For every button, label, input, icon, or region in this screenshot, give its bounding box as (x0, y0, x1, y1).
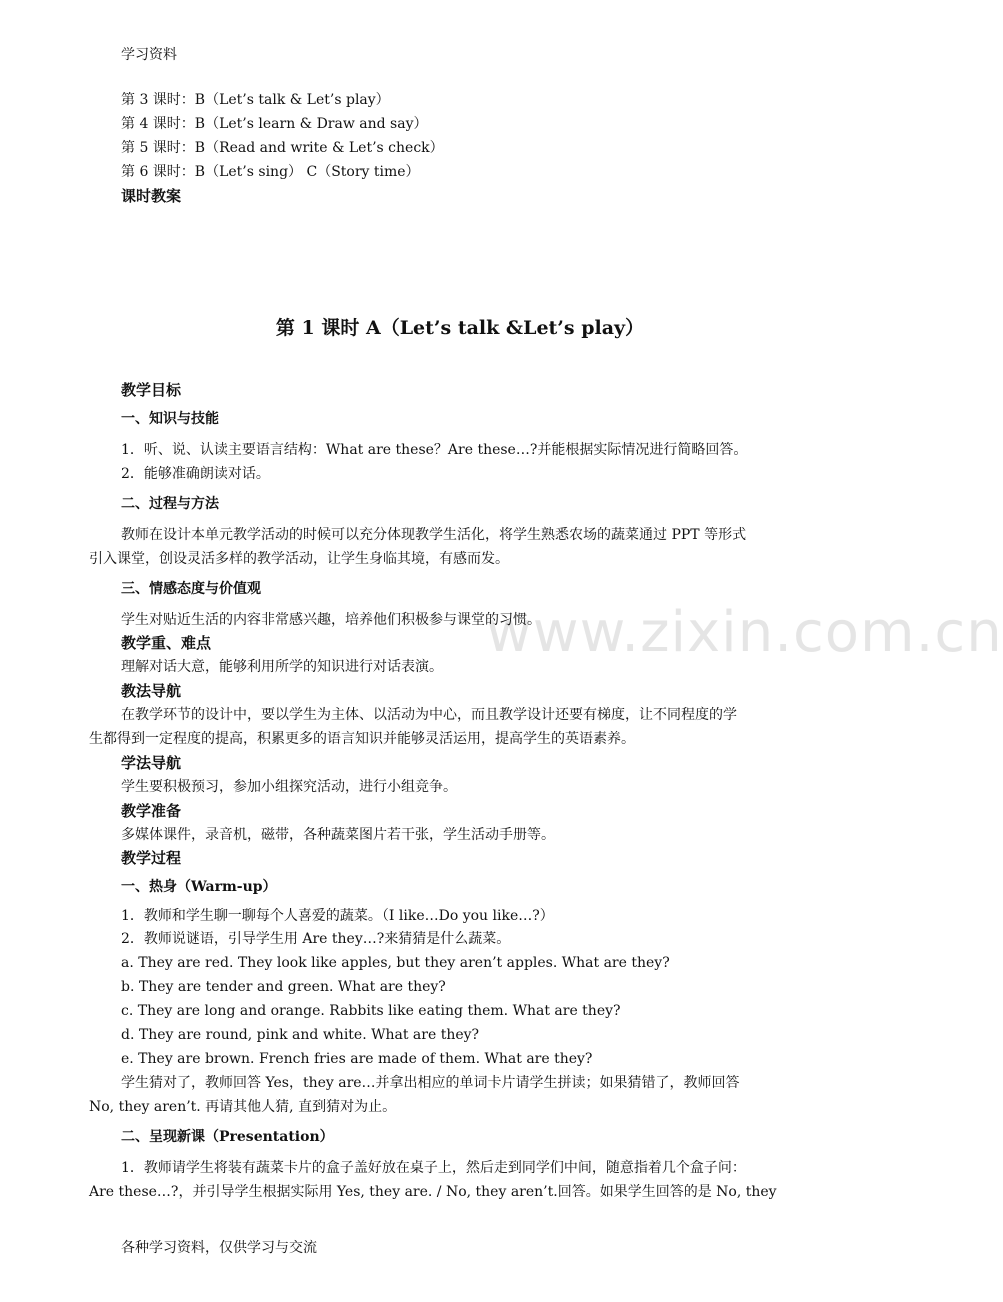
warmup-item: 2．教师说谜语，引导学生用 Are they…?来猜猜是什么蔬菜。 (121, 931, 511, 947)
warmup-item: 1．教师和学生聊一聊每个人喜爱的蔬菜。（I like…Do you like…?） (121, 908, 554, 924)
schedule-item: 第 5 课时：B（Read and write & Let’s check） (121, 140, 444, 156)
attitude-heading: 三、情感态度与价值观 (121, 581, 261, 597)
process-method-heading: 二、过程与方法 (121, 496, 219, 512)
paragraph-line: 学生猜对了，教师回答 Yes，they are…并拿出相应的单词卡片请学生拼读；如果猜错了，教师回答 (121, 1075, 740, 1091)
paragraph-line: 1．教师请学生将装有蔬菜卡片的盒子盖好放在桌子上，然后走到同学们中间，随意指着几个盒子问： (121, 1160, 746, 1176)
paragraph-line: 多媒体课件，录音机，磁带，各种蔬菜图片若干张，学生活动手册等。 (121, 827, 555, 843)
paragraph-line: No, they aren’t. 再请其他人猜, 直到猜对为止。 (89, 1099, 397, 1115)
riddle-item: d. They are round, pink and white. What are they? (121, 1027, 480, 1043)
schedule-item: 第 4 课时：B（Let’s learn & Draw and say） (121, 116, 428, 132)
lesson-title: 第 1 课时 A（Let’s talk &Let’s play） (275, 317, 645, 339)
teaching-method-heading: 教法导航 (121, 682, 182, 700)
lesson-plan-heading: 课时教案 (121, 187, 182, 205)
paragraph-line: 理解对话大意，能够利用所学的知识进行对话表演。 (121, 659, 443, 675)
paragraph-line: 学生对贴近生活的内容非常感兴趣，培养他们积极参与课堂的习惯。 (121, 612, 541, 628)
paragraph-line: 学生要积极预习，参加小组探究活动，进行小组竞争。 (121, 779, 457, 795)
riddle-item: a. They are red. They look like apples, but they aren’t apples. What are they? (121, 955, 670, 971)
knowledge-item: 2．能够准确朗读对话。 (121, 466, 270, 482)
schedule-item: 第 3 课时：B（Let’s talk & Let’s play） (121, 92, 390, 108)
schedule-item: 第 6 课时：B（Let’s sing） C（Story time） (121, 164, 420, 180)
key-points-heading: 教学重、难点 (121, 634, 212, 652)
warmup-heading: 一、热身（Warm-up） (121, 879, 277, 895)
paragraph-line: 生都得到一定程度的提高，积累更多的语言知识并能够灵活运用，提高学生的英语素养。 (89, 731, 635, 747)
paragraph-line: 引入课堂，创设灵活多样的教学活动，让学生身临其境，有感而发。 (89, 551, 509, 567)
riddle-item: e. They are brown. French fries are made of them. What are they? (121, 1051, 593, 1067)
process-heading: 教学过程 (121, 849, 182, 867)
paragraph-line: 在教学环节的设计中，要以学生为主体、以活动为中心，而且教学设计还要有梯度，让不同程度的学 (121, 707, 737, 723)
knowledge-item: 1．听、说、认读主要语言结构：What are these？Are these…?并能根据实际情况进行简略回答。 (121, 442, 748, 458)
riddle-item: c. They are long and orange. Rabbits like eating them. What are they? (121, 1003, 621, 1019)
preparation-heading: 教学准备 (121, 802, 182, 820)
presentation-heading: 二、呈现新课（Presentation） (121, 1129, 334, 1145)
knowledge-heading: 一、知识与技能 (121, 411, 219, 427)
page-header: 学习资料 (121, 47, 177, 63)
page-footer: 各种学习资料，仅供学习与交流 (121, 1240, 317, 1256)
riddle-item: b. They are tender and green. What are they? (121, 979, 446, 995)
paragraph-line: Are these…?，并引导学生根据实际用 Yes, they are. / No, they aren’t.回答。如果学生回答的是 No, they (89, 1184, 777, 1200)
paragraph-line: 教师在设计本单元教学活动的时候可以充分体现教学生活化，将学生熟悉农场的蔬菜通过 PPT 等形式 (121, 527, 747, 543)
objectives-heading: 教学目标 (121, 381, 182, 399)
watermark: www.zixin.com.cn (486, 600, 1003, 665)
learning-method-heading: 学法导航 (121, 754, 182, 772)
